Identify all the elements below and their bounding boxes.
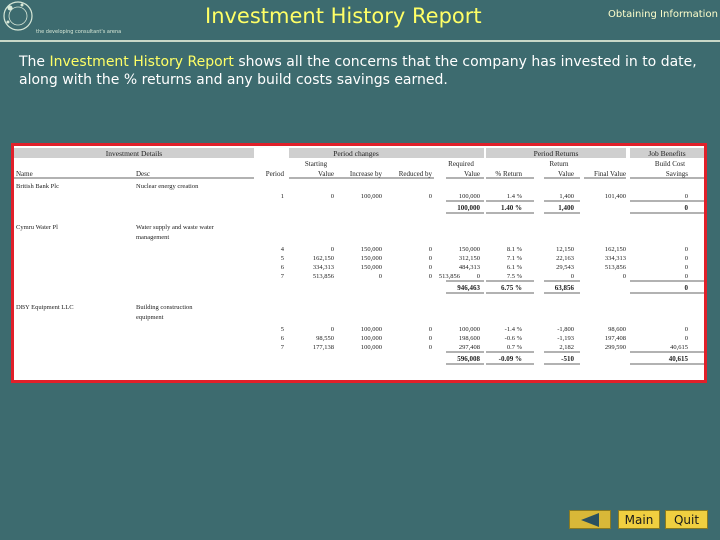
total-return-1: 63,856 [554,284,574,292]
cell-2-0-sav: 0 [684,326,688,333]
investment-details-header: Investment Details [105,149,163,158]
period-header: Period [265,170,284,178]
cell-1-2-req: 484,313 [458,264,480,271]
cell-1-3-req: 0 [476,273,480,280]
cell-1-2-start: 334,313 [312,264,334,271]
required-value-header: Value [464,170,480,178]
cell-1-3-ret: 0 [570,273,574,280]
cell-1-1-ret: 22,163 [556,255,574,262]
cell-1-2-ret: 29,543 [556,264,574,271]
job-benefits-header: Job Benefits [648,149,686,158]
total-required-1: 946,463 [457,284,480,292]
cell-1-0-period: 4 [280,246,284,253]
cell-1-0-fin: 162,150 [604,246,626,253]
cell-2-0-red: 0 [428,326,432,333]
total-return-0: 1,400 [558,204,574,212]
period-returns-header: Period Returns [533,149,579,158]
cell-2-1-period: 6 [280,335,284,342]
cell-0-0-pct: 1.4 % [506,193,522,200]
concern-desc-1-1: management [136,234,170,241]
pct-return-header: % Return [495,170,522,178]
cell-0-0-ret: 1,400 [559,193,574,200]
cell-1-3-inc: 0 [378,273,382,280]
return-header: Return [549,160,569,168]
cell-2-1-pct: -0.6 % [504,335,522,342]
increase-by-header: Increase by [349,170,382,178]
company-logo [0,0,40,40]
cell-1-2-fin: 513,856 [604,264,626,271]
page-title: Investment History Report [205,4,482,28]
cell-1-1-red: 0 [428,255,432,262]
concern-name-0: British Bank Plc [16,183,59,190]
cell-1-0-pct: 8.1 % [506,246,522,253]
cell-1-3-period: 7 [280,273,284,280]
cell-0-0-red: 0 [428,193,432,200]
cell-1-3-pct: 7.5 % [506,273,522,280]
cell-1-3-red: 0 [428,273,432,280]
cell-1-1-period: 5 [280,255,284,262]
cell-1-1-fin: 334,313 [604,255,626,262]
cell-2-2-fin: 299,590 [604,344,626,351]
starting-value-header: Value [318,170,334,178]
concern-desc-2-0: Building construction [136,304,193,311]
savings-header: Savings [665,170,688,178]
concern-desc-0-0: Nuclear energy creation [136,183,199,190]
cell-2-2-req: 297,408 [458,344,480,351]
cell-2-2-sav: 40,615 [670,344,688,351]
investment-report [11,143,707,383]
cell-1-2-period: 6 [280,264,284,271]
cell-2-0-req: 100,000 [458,326,480,333]
cell-0-0-req: 100,000 [458,193,480,200]
cell-2-0-pct: -1.4 % [504,326,522,333]
cell-1-0-inc: 150,000 [360,246,382,253]
cell-2-0-ret: -1,800 [557,326,574,333]
concern-desc-1-0: Water supply and waste water [136,224,214,231]
cell-2-1-inc: 100,000 [360,335,382,342]
cell-1-2-red: 0 [428,264,432,271]
cell-2-1-fin: 197,408 [604,335,626,342]
cell-1-1-start: 162,150 [312,255,334,262]
quit-button[interactable]: Quit [665,510,708,529]
logo-text: the developing consultant's arena [36,29,122,35]
cell-2-1-ret: -1,193 [557,335,574,342]
cell-1-0-sav: 0 [684,246,688,253]
cell-2-0-fin: 98,600 [608,326,626,333]
cell-1-1-sav: 0 [684,255,688,262]
cell-1-0-red: 0 [428,246,432,253]
report-table [14,146,704,380]
starting-header: Starting [304,160,328,168]
reduced-by-header: Reduced by [398,170,432,178]
total-savings-1: 0 [684,284,688,292]
cell-1-2-sav: 0 [684,264,688,271]
cell-0-0-start: 0 [330,193,334,200]
total-pct-2: -0.09 % [498,355,522,363]
total-required-2: 596,008 [457,355,480,363]
cell-2-2-ret: 2,182 [559,344,574,351]
final-value-header: Final Value [594,170,626,178]
cell-1-2-inc: 150,000 [360,264,382,271]
cell-2-2-red: 0 [428,344,432,351]
left-arrow-icon [581,513,599,527]
cell-1-0-ret: 12,150 [556,246,574,253]
header-divider [0,40,720,42]
cell-1-3-fin: 0 [622,273,626,280]
cell-1-2-pct: 6.1 % [506,264,522,271]
cell-0-0-fin: 101,400 [604,193,626,200]
desc-header: Desc [136,170,150,178]
cell-2-1-sav: 0 [684,335,688,342]
cell-2-2-start: 177,138 [312,344,334,351]
total-savings-2: 40,615 [668,355,688,363]
build-cost-header: Build Cost [654,160,686,168]
intro-highlight: Investment History Report [49,54,234,70]
cell-2-2-period: 7 [280,344,284,351]
main-button[interactable]: Main [618,510,660,529]
cell-2-2-pct: 0.7 % [506,344,522,351]
cell-0-0-sav: 0 [684,193,688,200]
cell-0-0-period: 1 [280,193,284,200]
cell-1-3-red2: 513,856 [438,273,460,280]
concern-desc-2-1: equipment [136,314,164,321]
required-header: Required [448,160,474,168]
cell-1-1-pct: 7.1 % [506,255,522,262]
cell-1-3-sav: 0 [684,273,688,280]
cell-2-2-inc: 100,000 [360,344,382,351]
intro-after: shows all the concerns that the company has invested in to date, along with the % returns and any build costs savings earned. [19,54,697,88]
cell-2-1-req: 198,600 [458,335,480,342]
obtaining-information-link[interactable]: Obtaining Information [608,9,718,20]
period-changes-header-bg [289,148,484,158]
intro-paragraph [19,53,709,89]
concern-name-1: Cymru Water Pl [16,224,58,231]
total-return-2: -510 [561,355,574,363]
total-savings-0: 0 [684,204,688,212]
return-value-header: Value [558,170,574,178]
cell-1-1-req: 312,150 [458,255,480,262]
cell-2-1-red: 0 [428,335,432,342]
total-pct-0: 1.40 % [501,204,522,212]
cell-1-0-req: 150,000 [458,246,480,253]
cell-0-0-inc: 100,000 [360,193,382,200]
cell-2-0-start: 0 [330,326,334,333]
name-header: Name [16,170,33,178]
cell-2-0-period: 5 [280,326,284,333]
cell-2-0-inc: 100,000 [360,326,382,333]
total-pct-1: 6.75 % [501,284,522,292]
cell-1-1-inc: 150,000 [360,255,382,262]
total-required-0: 100,000 [457,204,480,212]
back-button[interactable] [569,510,611,529]
concern-name-2: DBY Equipment LLC [16,304,74,311]
cell-1-3-start: 513,856 [312,273,334,280]
cell-2-1-start: 98,550 [316,335,334,342]
intro-before: The [19,54,50,70]
cell-1-0-start: 0 [330,246,334,253]
period-changes-header: Period changes [333,149,379,158]
